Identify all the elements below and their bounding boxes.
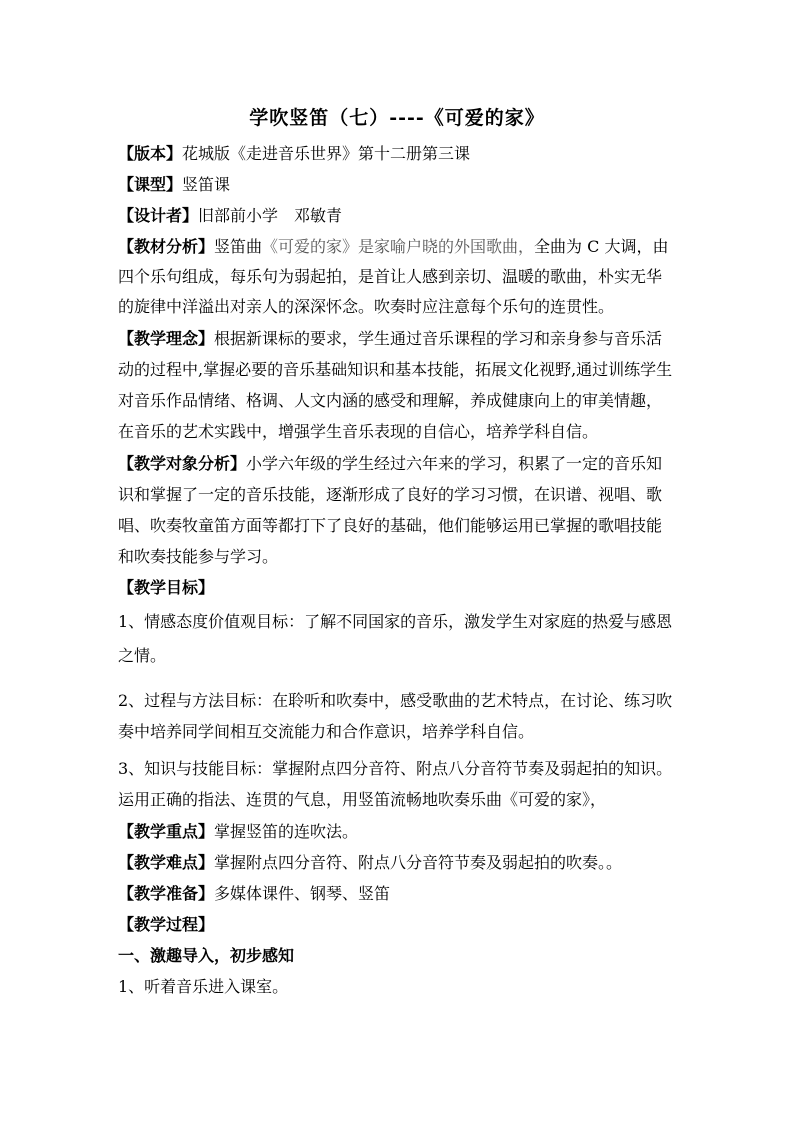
learners-line-3: 唱、吹奏牧童笛方面等都打下了良好的基础，他们能够运用已掌握的歌唱技能: [118, 516, 663, 535]
concept-line-3: 对音乐作品情绪、格调、人文内涵的感受和理解，养成健康向上的审美情趣，: [118, 391, 663, 410]
goal-1-line-2: 之情。: [118, 646, 167, 665]
concept-line-2: 动的过程中,掌握必要的音乐基础知识和基本技能，拓展文化视野,通过训练学生: [118, 360, 673, 379]
version-line: [118, 139, 698, 169]
page-title: 学吹竖笛（七）----《可爱的家》: [249, 107, 545, 129]
concept-text: 根据新课标的要求，学生通过音乐课程的学习和亲身参与音乐活: [214, 329, 663, 348]
process-label: 【教学过程】: [118, 915, 215, 934]
learners-line-4: 和吹奏技能参与学习。: [118, 547, 279, 566]
goal-3-line-1: 3、知识与技能目标：掌握附点四分音符、附点八分音符节奏及弱起拍的知识。: [118, 759, 673, 778]
type-text: 竖笛课: [182, 175, 231, 194]
designer-text: 旧部前小学 邓敏青: [198, 206, 343, 225]
learners-text: 小学六年级的学生经过六年来的学习，积累了一定的音乐知: [246, 454, 663, 473]
prep-label: 【教学准备】: [118, 884, 215, 903]
concept-line-4: 在音乐的艺术实践中，增强学生音乐表现的自信心，培养学科自信。: [118, 422, 599, 441]
goal-2-line-2: 奏中培养同学间相互交流能力和合作意识，培养学科自信。: [118, 722, 535, 741]
goals-label: 【教学目标】: [118, 578, 215, 597]
analysis-line-2: 四个乐句组成，每乐句为弱起拍，是首让人感到亲切、温暖的歌曲，朴实无华: [118, 267, 663, 286]
learners-label: 【教学对象分析】: [118, 454, 247, 473]
analysis-label: 【教材分析】: [118, 237, 215, 256]
learners-line-1: [118, 449, 698, 479]
analysis-text-c: 全曲为 C 大调，由: [534, 237, 669, 256]
analysis-line-3: 的旋律中洋溢出对亲人的深深怀念。吹奏时应注意每个乐句的连贯性。: [118, 297, 615, 316]
focus-text: 掌握竖笛的连吹法。: [214, 822, 359, 841]
analysis-text-b: 《可爱的家》是家喻户晓的外国歌曲，: [262, 237, 535, 256]
analysis-text-a: 竖笛曲: [214, 237, 263, 256]
process-step-1: 1、听着音乐进入课室。: [118, 977, 289, 996]
type-label: 【课型】: [118, 175, 183, 194]
prep-text: 多媒体课件、钢琴、竖笛: [214, 884, 391, 903]
concept-label: 【教学理念】: [118, 329, 215, 348]
goal-1-line-1: 1、情感态度价值观目标：了解不同国家的音乐，激发学生对家庭的热爱与感恩: [118, 612, 673, 631]
type-line: [118, 170, 698, 200]
focus-label: 【教学重点】: [118, 822, 215, 841]
difficulty-text: 掌握附点四分音符、附点八分音符节奏及弱起拍的吹奏。。: [214, 853, 623, 872]
goal-3-line-2: 运用正确的指法、连贯的气息，用竖笛流畅地吹奏乐曲《可爱的家》，: [118, 790, 607, 809]
goal-2-line-1: 2、过程与方法目标：在聆听和吹奏中，感受歌曲的艺术特点，在讨论、练习吹: [118, 691, 673, 710]
version-label: 【版本】: [118, 144, 183, 163]
concept-line-1: [118, 324, 698, 354]
designer-line: [118, 201, 698, 231]
designer-label: 【设计者】: [118, 206, 199, 225]
difficulty-line: [118, 848, 698, 878]
prep-line: [118, 879, 698, 909]
difficulty-label: 【教学难点】: [118, 853, 215, 872]
version-text: 花城版《走进音乐世界》第十二册第三课: [182, 144, 471, 163]
analysis-line-1: [118, 232, 698, 262]
process-section-1: 一、激趣导入，初步感知: [118, 946, 295, 965]
focus-line: [118, 817, 698, 847]
learners-line-2: 识和掌握了一定的音乐技能，逐渐形成了良好的学习习惯，在识谱、视唱、歌: [118, 485, 663, 504]
